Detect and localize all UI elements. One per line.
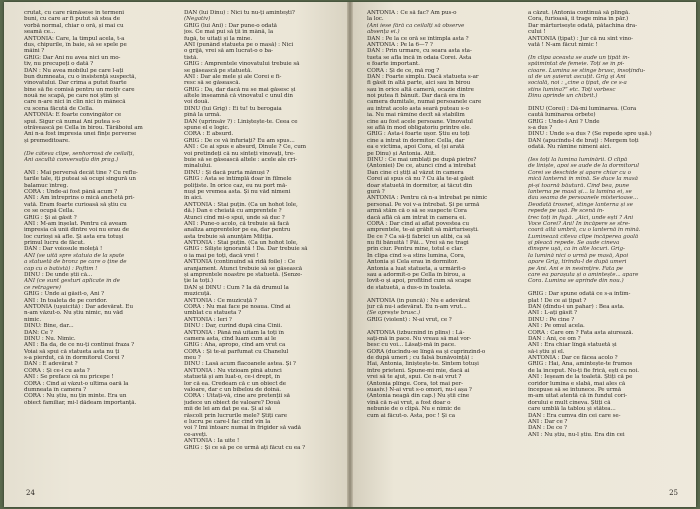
text-line: În clipa cînd s-a stins lumina, Cora, [367, 252, 466, 259]
text-line: vinovatului. Dar crima a putut foarte [24, 80, 127, 87]
text-line: GRIG : De ce vă înfuriați? Eu am spus... [184, 137, 295, 144]
text-line: ia. Nu mai rămîne decît să stabilim [367, 112, 465, 119]
text-line: care n-are nici în clin nici în mânecă [24, 99, 126, 106]
text-line: cioare. Lumina se stinge brusc, însoțindu- [528, 67, 646, 74]
text-line: polițiste. In orice caz, eu nu port mă- [184, 182, 288, 189]
text-line: cu scena făcută de Cella. [24, 105, 94, 112]
text-line: DINU: Bine, dar... [24, 323, 74, 330]
text-line: s-a pierdut, că în dormitorul Corei ? [24, 355, 125, 362]
text-line: CORA : Nu știu, nu țin minte. Era un [24, 393, 127, 400]
text-line: fi găsit în altă parte, aici sau în birou [367, 80, 471, 87]
text-line: coridor lumina e slabă, mai ales că [528, 380, 626, 387]
text-line: pe Ani. Ani e în nesimțire. Fata pe [528, 265, 623, 272]
text-line: DAN : De ce ? [528, 425, 568, 432]
text-line: ție la toți.) [184, 278, 213, 285]
text-line: buie să se găsească altele : acele ale cri- [184, 156, 297, 163]
text-line: (In clipa aceasta se aude un țipăt în- [528, 54, 630, 61]
text-line: ANI : Dar ce ? [528, 419, 568, 425]
text-line: resc să se găsească. [184, 80, 241, 87]
text-line: cine au fost acele persoane. Vinovatul [367, 118, 473, 125]
text-line: ANTONIA : Ce să fac? Am pus-o [367, 10, 457, 16]
text-line: Luminează cîteva clipe încăperea goală [528, 233, 639, 240]
text-line: obiect familiar, mi-l dădeam importanță. [24, 399, 137, 406]
text-line: CORA : Cînd ai văzut-o ultima oară la [24, 380, 129, 387]
text-line: mâini ? [24, 48, 45, 55]
text-line: DINU : Și dacă purta mănuși ? [184, 169, 270, 176]
text-line: n-am văzut-o. Nu știu nimic, nu văd [24, 310, 123, 317]
text-line: de la început. Nu-ți fie frică, ești cu noi. [528, 367, 639, 374]
text-line: ANI : Nu știu, nu-l știu. Era din cei [528, 431, 625, 438]
text-line: spune el e logic. [184, 125, 230, 132]
text-line: răscoli prin lucrurile mele? Știți care [184, 412, 287, 419]
text-line: ANI : Mai perversă decât tine ? Cu reflu- [24, 169, 138, 176]
text-line: DAN (uprinsăv ?) : Liniștește-te. Ceea ce [184, 118, 298, 125]
text-line: ANTONIA : Stai puțin. (Ca un hohot lole, [184, 240, 298, 247]
text-line: CORA : Dar cînd ai aflat povestea cu [367, 220, 470, 227]
text-line: spăimîntat de femeie. Toți se în pi- [528, 61, 625, 68]
text-line: care umblă la tablou și stătea... [528, 406, 616, 413]
text-line: voi ? Îmi întoarc numai în frigider să vadă [184, 425, 301, 432]
text-line: Corei ai spus că nu ? Cu ăla te-ai găsit [367, 176, 474, 183]
text-line: ANTONIA : Stai puțin. (Ca un hohot lole, [184, 201, 298, 208]
text-line: statuetă și am luat-o, ce-i drept, în [184, 374, 281, 381]
text-line: cap cu o batistă) : Poftim ! [24, 265, 98, 272]
text-line: DINU : Pe cine ? [528, 316, 575, 323]
text-line: e lucru pe care-l fac cînd vin la [184, 419, 271, 425]
text-line: GRIG : Siliște ignorantă ! Da. Dar trebuie să [184, 246, 308, 253]
text-line: ANI : Dar ale mele și ale Corei e fi- [184, 73, 282, 80]
text-line: DAN : Foarte simplu. Dacă statueta s-ar [367, 73, 479, 80]
text-line: ANI : Ce ai spus e absurd, Dinule ? Ce, cum [184, 144, 307, 151]
text-line: CORA : Unde-ai fost până acum ? [24, 188, 118, 195]
text-line: gură ? [367, 188, 385, 195]
text-line: se găsească pe statuetă. [184, 67, 252, 74]
text-line: DINU (Corei) : Dă-mi lumînarea. (Cora [528, 105, 637, 112]
text-line: de după umeri ; cu falsă bunăvoință) : [367, 355, 473, 362]
text-line: umblat cu statueta ? [184, 310, 242, 317]
text-line: DINU : Lasă acum flacoanele astea. Și ? [184, 361, 296, 368]
text-line: suasiv.) N-ai vrut s-o omori, nu-i așa ? [367, 387, 472, 394]
text-line: DINU : Dar, curînd după cina Cinii. [184, 323, 283, 330]
text-line: (Antonia plînge. Cora, tot mai per- [367, 380, 463, 387]
text-line: dă.) Dan e cheiată cu amprentele ? [184, 208, 282, 215]
text-line: între prieteni. Spune-mi mie, dacă ai [367, 367, 470, 374]
text-line: de liniște, apoi se aude de la dormitorul [528, 163, 639, 170]
right-page [353, 2, 696, 507]
text-line: ANTONIA : Nu vizioam pînă atunci [184, 367, 282, 374]
text-line: dacă află că am intrat în camera ei. [367, 214, 466, 221]
text-line: dumneata în camera ? [24, 387, 87, 394]
text-line: CORA : Uitați-vă, cine are pretenții să [184, 393, 290, 400]
text-line: amprentele, te-ai grăbit să mărturisești. [367, 227, 479, 234]
text-line: sau a adormit-o pe Cella în birou, a [367, 272, 466, 279]
text-line: ANTONIA: E foarte convingător ce [24, 112, 122, 119]
text-line: DAN și DINU : Cum ? Ia dă drumul la [184, 284, 289, 291]
text-line: muzicuță. [184, 291, 212, 298]
text-line: crutat, cu care rămăsese în termeni [24, 10, 124, 16]
text-line: vină că n-ai vrut, a fost doar o [367, 399, 451, 406]
text-line: GRIG : Și ce să pe ce urmă ați făcut cu ea ? [184, 444, 306, 451]
book-spread [4, 2, 696, 507]
text-line: analiza amprentelor pe ea, dar pentru [184, 227, 291, 234]
text-line: absența ei.) [367, 29, 400, 36]
text-line: vorbă normal, chiar o oră, și mai cu [24, 22, 124, 29]
text-line: asta trebuie să anunțăm Miliția. [184, 233, 274, 240]
text-line: ANI : Ieșeam de la toaletă. Știți că pe [528, 374, 633, 381]
text-line: ANI : Ba da, de ce nu-ți continui fraza ? [24, 342, 135, 349]
right-page-number: 25 [669, 489, 678, 497]
text-line: GRIG : Și ai găsit ? [24, 214, 77, 221]
text-line: ANTONIA : Dar ce făcea acolo ? [528, 355, 618, 362]
text-line: lanterna pe masă și... la lumina ei, se [528, 188, 632, 195]
text-line: besc cu voi... Lăsați-mă în pace. [367, 342, 456, 349]
text-line: lor că ea. Credeam că c un obiect de [184, 380, 287, 387]
text-line: vată ! N-am făcut nimic ! [528, 41, 598, 48]
text-line: DAN : E adevărat ? [24, 361, 78, 368]
text-line: nu fii bănuită ! Păi... Vrei să ne tragi [367, 240, 469, 247]
text-line: ANI : În toaleta de pe coridor. [24, 297, 108, 304]
text-line: Ani n-a fost impresia unei fințe perverse [24, 131, 137, 138]
text-line: GRIG : Hai, Ana, amintește-te frumos [528, 361, 633, 368]
text-line: ANTONIA : Ce muzicuță ? [184, 297, 257, 304]
left-page [4, 2, 347, 507]
text-line: socială, noi : „cine a țipat, de ce s-a [528, 80, 627, 87]
text-line: ANTONIA (continuînd să ridă foile) : Ce [184, 259, 296, 266]
text-line: ce retragere) [24, 284, 61, 291]
text-line: ANTONIA (izbucnind in plîns) : Lă- [367, 329, 465, 336]
text-line: ANI (ce sunt gesturi aplicate în de [24, 278, 120, 285]
text-line: CORA : Și te-ai parfumat cu Chanelul [184, 348, 289, 355]
text-line: vată. Eram foarte curioasă să știu cu [24, 201, 127, 208]
text-line: ea e victima, apoi Cora, el (și arată [367, 144, 465, 151]
left-page-column-2 [184, 10, 330, 482]
text-line: otrăvească pe Cella în birou. Tărăboiul am [24, 125, 143, 132]
text-line: apare Grig, tîrîndu-l de după umeri [528, 259, 627, 266]
text-line: DAN : Prin urmare, cu seara asta sta- [367, 48, 472, 55]
text-line: sați-mă în pace. Nu vreau să mai vor- [367, 335, 472, 342]
text-line: jos. Ce mai pui să ții în mână, la [184, 29, 274, 36]
text-line: (Antonia neagă din cap.) Nu știi cine [367, 393, 470, 400]
text-line: tiv, nu precupeți o dată ? [24, 61, 94, 68]
text-line: Ani ascultă conversația din prag.) [24, 156, 119, 163]
text-line: nebunie de o clipă. Nu e nimic de [367, 406, 461, 413]
text-line: GRIG : Asta-i foarte ușor. Știu eu toți [367, 131, 470, 138]
text-line: pînă la urmă. [184, 112, 222, 119]
right-page-column-2 [528, 10, 674, 482]
text-line: balamuc întreg. [24, 182, 69, 189]
text-line: ANI : Pe omul acela. [528, 323, 585, 330]
text-line: GRIG : Asta se întîmplă doar în filmele [184, 176, 292, 183]
text-line: mii de lei am dat pe ea. Și ai să [184, 406, 272, 413]
text-line: GRIG : Da, dar dacă nu se mai găsesc și [184, 86, 296, 93]
text-line: DAN (lui Dinu) : Nici tu nu-ți amintești? [184, 10, 295, 16]
text-line: a căzut. (Antonia continuă să plîngă. [528, 10, 630, 16]
text-line: DINU (lui Grig) : Ei tu! tu berogaia [184, 105, 282, 112]
text-line: DAN : Ani, ce om ? [528, 335, 581, 342]
text-line: DINU : Unde s-a dus ? (Se repede spre ușă.) [528, 131, 652, 138]
text-line: lovit-o și apoi, profitînd cum să scape [367, 278, 472, 285]
text-line: să-i știu și el. [528, 348, 565, 355]
text-line: noi putea fi bănuit. Dar dacă era în [367, 93, 465, 100]
text-line: sau în orice altă cameră, ocazie dintre [367, 86, 474, 93]
text-line: Voce Corei? Ani! În încăpere se stre- [528, 220, 630, 227]
text-line: Dar mărturisește odată, pătachina dra- [528, 22, 638, 29]
left-page-number: 24 [26, 489, 35, 497]
text-line: CORA : Și ce-i cu asta ? [24, 367, 90, 374]
text-line: ANI : Se preface că nu pricepe ! [24, 374, 114, 381]
text-line: DAN : Dar voiosule moleță ! [24, 246, 103, 253]
text-line: seamă ce... [24, 29, 56, 36]
text-line: bun dumneata, cu o insistență suspectă, [24, 73, 137, 80]
text-line: GRIG : Unde-i Ani ? Unde [528, 118, 600, 125]
text-line: (Antoniei) De ce, atunci cînd a întrebat [367, 163, 476, 170]
text-line: ANTONIA (ușuicită) : Dar adevărat. Eu [24, 303, 133, 310]
text-line: mică lanternă în mînă. Se duce la masă [528, 176, 638, 183]
text-line: (Se oprește brusc.) [367, 310, 421, 317]
text-line: spui. Sigur că numai Ani putea s-o [24, 118, 120, 125]
text-line: (De câteva clipe, senhorrosă de ceilalți, [24, 150, 135, 157]
text-line: dus, chipurile, în baie, să se spele pe [24, 41, 127, 48]
text-line: DAN (apucîndu-l de braț) : Mergem toți [528, 137, 639, 144]
text-line: valoare, dar c un bibelou de doinâ. [184, 387, 281, 394]
text-line: Voiai să spui că statueta asta nu ți [24, 348, 120, 355]
text-line: ANI : Am întreprins o mică anchetă pri- [24, 195, 135, 202]
text-line: caută lumînarea orbete) [528, 112, 596, 119]
text-line: cum ai făcut-o. Asta, poc ! Și ca [367, 412, 455, 419]
text-line: doar statuetă în dormitor, ai tăcut din [367, 182, 473, 189]
text-line: tistă. [184, 54, 198, 61]
text-line: voi pretindeți că nu sînteți vinovați, tre- [184, 150, 295, 157]
text-line: trec toți în fugă. „Aici, unde ești ? Ani [528, 214, 634, 221]
text-line: ANTONIA : Pe la 6—7 ? [367, 41, 433, 48]
text-line: camera dumitale, numai persoanele care [367, 99, 482, 106]
text-line: DAN: Ce ? [24, 329, 53, 336]
text-line: altele înseamnă că vinovatul c unul din [184, 93, 293, 100]
text-line: pi-și toarnă băutură. Cînd bea, pune [528, 182, 630, 189]
text-line: personal. Pe voi v-a întrebat. Și pe urmă [367, 201, 480, 208]
text-line: la loc. [367, 16, 384, 23]
text-line: ANTONIA : Ieri ? [184, 316, 232, 323]
text-line: DAN : Pe la ce oră se întîmpla asta ? [367, 35, 469, 42]
text-line: aranjament. Atunci trebuie să se găsească [184, 265, 303, 272]
text-line: DINU : Ce mai umblați pe după pietre? [367, 156, 477, 163]
text-line: au intrat acolo asta seară puteau s-o [367, 105, 469, 112]
text-line: ANI : Pune-o acolo, că trebuie să facă [184, 220, 289, 227]
text-line: m-am uitat atentă că în fundul cori- [528, 393, 627, 400]
text-line: GRIG : Amprentele vinovatului trebuie să [184, 61, 300, 68]
text-line: și pleacă repede. Se aude cineva [528, 240, 620, 247]
text-line: DAN (dîndu-i un pahar) : Bea asta. [528, 303, 625, 310]
text-line: Atunci cînd mi-o spui, unde să duc ? [184, 214, 285, 221]
text-line: armă stăm că o să se suspecte Cora [367, 208, 467, 215]
text-line: și premeditoare. [24, 137, 70, 144]
text-line: De ce ? Ca să-ți fabrici un alibi, ca să [367, 233, 471, 240]
text-line: nimic. [24, 316, 42, 323]
text-line: CORA : E absurd. [184, 131, 234, 138]
text-line: Antonia și Cela erau în dormitor. [367, 259, 459, 266]
text-line: DAN : Era cumva din cei care se- [528, 412, 621, 419]
left-page-column-1 [24, 10, 170, 482]
text-line: Cora, furioasă, îi trage mîna în păr.) [528, 16, 629, 23]
text-line: GRIG: Dar Ani nu avea nici un mo- [24, 54, 121, 61]
text-line: Deodată trosnet, stinge lanterna și se [528, 201, 633, 208]
text-line: ANTONIA (țipat) : Jur că nu sînt vino- [528, 35, 633, 42]
text-line: în aici. [184, 195, 203, 202]
text-line: care ea parașuta și o amintește... apare [528, 272, 639, 279]
text-line: și amprentele noastre pe statuetă. (Senze- [184, 272, 303, 279]
text-line: ul de un șuierat ascuțit. Grig și Ani [528, 73, 626, 80]
text-line: pe Dinu) și Antonia. Atît. [367, 150, 436, 157]
text-line: ANI : Era chiar lîngă statuetă și [528, 342, 617, 349]
text-line: dau seama de persoanele misterioase... [528, 195, 639, 202]
text-line: Corei se deschide și apare chiar cu o [528, 169, 631, 176]
text-line: ANI (punând statueta pe o masă) : Nici [184, 41, 294, 48]
text-line: GRIG : Aha, apropo, cînd am vrut ca [184, 342, 286, 349]
right-page-column-1 [367, 10, 513, 482]
text-line: plat ! De ce ai țipat ? [528, 297, 587, 304]
text-line: GRIG : Unde ai găsit-o, Ani ? [24, 291, 105, 298]
text-line: bine să fie comisă pentru un motiv care [24, 86, 135, 93]
text-line: ANTONIA (in puncă) : Nu e adevărat [367, 297, 471, 304]
text-line: a statuetă de bronz pe care o ține de [24, 259, 127, 266]
text-line: tueta se afla încă în odaia Corei. Asta [367, 54, 472, 61]
text-line: odată. Nu rămîne nimeni aici. [528, 144, 612, 151]
text-line: Dan cine ci știți al văzut în camera [367, 169, 464, 176]
text-line: coară altă umbră, cu o lanternă în mînă. [528, 227, 641, 234]
text-line: buni, cu care ar fi putut să stea de [24, 16, 120, 23]
text-line: ANI : L-ați găsit ? [528, 310, 577, 317]
text-line: nuși pe vremea asta. Și nu văd nimeni [184, 188, 291, 195]
text-line: CORA : Care om ? Fata asta aiurează. [528, 329, 634, 336]
text-line: judece un obiect de valoare? Două [184, 399, 281, 406]
text-line: voi două. [184, 99, 210, 106]
text-line: GRIG (violent) : N-ai vrut, ce ? [367, 316, 452, 323]
text-line: începuse să se întunece. Pe urmă [528, 387, 621, 394]
text-line: meu ? [184, 355, 201, 362]
text-line: se află în mod obligatoriu printre ele. [367, 125, 472, 132]
text-line: ANTONIA : Ia uite ! [184, 438, 240, 445]
text-line: prin ciur. Pentru mine, totul e clar. [367, 246, 464, 253]
text-line: ce-aveți. [184, 431, 208, 438]
text-line: la lumină nici o urmă pe masă, Apoi [528, 252, 629, 259]
text-line: Antonia a luat statueta, a urmărit-o [367, 265, 466, 272]
text-line: dinspre ușă, ca în alte locuri. Grig- [528, 246, 625, 253]
text-line: camera asta, cînd luam cum ai le [184, 335, 277, 342]
text-line: fugă, te uitați și la mine. [184, 35, 253, 42]
text-line: Cora. Lumina se aprinde din nou.) [528, 278, 624, 285]
text-line: primul lucru de făcut. [24, 240, 85, 247]
text-line: loc curioși să afle. Și asta era totuși [24, 233, 124, 240]
text-line: o ia mai pe toți, dacă vrei ! [184, 252, 259, 259]
text-line: (Ies toți la lumina lumînării. O clipă [528, 156, 628, 163]
text-line: DINU : De unde știi că... [24, 272, 93, 279]
text-line: Hai, Antonia, liniștește-te. Sîntem totuși [367, 361, 479, 368]
text-line: GORA (ducîndu-se lîngă ea și cuprinzînd-o [367, 348, 486, 355]
text-line: stins lumina?” etc. Toți vorbesc [528, 86, 616, 93]
text-line: ANI (se uită spre statuia de la spate [24, 252, 125, 259]
text-line: ANTONIA : Până mă uitam la toți în [184, 329, 284, 336]
text-line: e foarte important. [367, 61, 420, 68]
text-line: nouă ne scapă, pe care noi știm și [24, 93, 119, 100]
text-line: DAN : Nu avea mobilul pe care l-ați [24, 67, 124, 74]
text-line: (Negativ) [184, 16, 211, 23]
text-line: cului ! [528, 29, 546, 36]
text-line: minalului. [184, 163, 212, 170]
text-line: tarile tale, iți puteai să ocupi singură un [24, 176, 136, 183]
text-line: GRIG (lui Ani) : Dar pune-o odată [184, 22, 277, 29]
text-line: jur că nu-i adevărat. Eu n-am vrut... [367, 303, 467, 310]
text-line: s-a dus ? [528, 125, 553, 132]
text-line: CORA : Și de ce, mă rog ? [367, 67, 440, 74]
text-line: o grijă, vrei să am lucrat-o o ba- [184, 48, 273, 55]
text-line: ANTONIA: Care, la timpul acela, t-a [24, 35, 125, 42]
text-line: ANI : M-am înșelat. Pentru că aveam [24, 220, 127, 227]
text-line: DINU : Nu. Nimic. [24, 335, 76, 342]
text-line: de statuetă, a dus-o în toaleta. [367, 284, 452, 291]
text-line: GRIG : Dar spune odată ce s-a întîm- [528, 291, 631, 298]
text-line: dorului e mult cineva. Știți că [528, 399, 611, 406]
text-line: CORA : Nu mai face pe noaua. Cînd ai [184, 303, 291, 310]
text-line: cine a intrat în dormitor. Cella, dar [367, 137, 465, 144]
text-line: (Ani iese fără ca ceilalți să observe [367, 22, 465, 29]
text-line: ce se ocupă Cella. [24, 208, 75, 215]
text-line: ANTONIA : Pentru că n-a întrebat pe nimic [367, 195, 488, 202]
text-line: vrei să te ajut, spui. Ce n-ai vrut ? [367, 374, 462, 381]
text-line: repede pe ușă. Pe scenă in- [528, 208, 605, 215]
text-line: Dinu aprinde un chibrit.) [528, 93, 598, 100]
text-line: impresia că unii dintre voi nu erau de [24, 227, 129, 234]
